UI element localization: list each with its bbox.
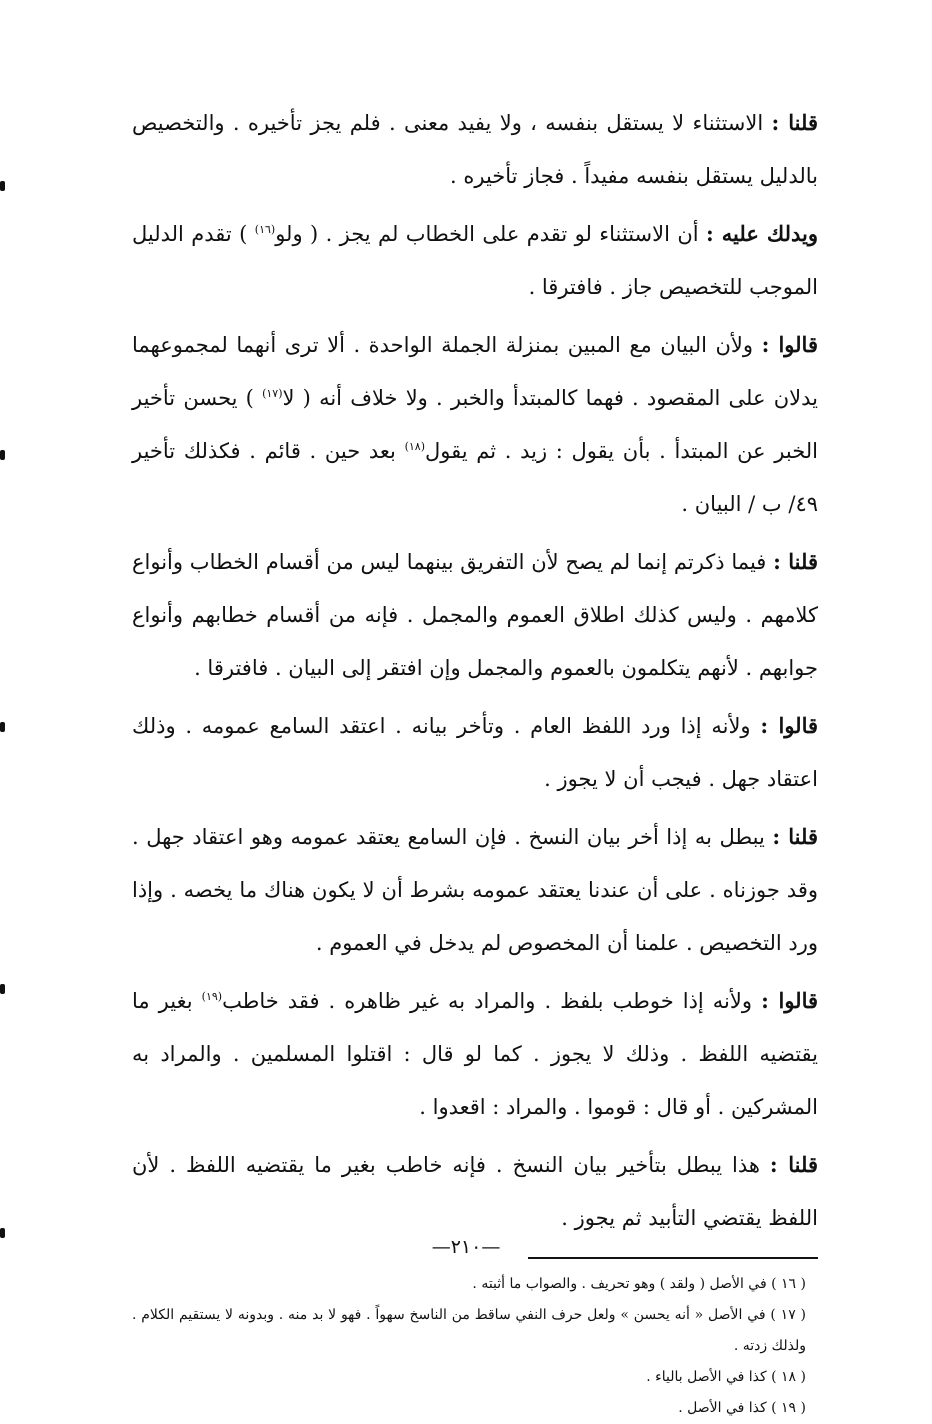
paragraph-lead: قالوا :: [761, 332, 818, 357]
footnote: ( ١٩ ) كذا في الأصل .: [678, 1400, 806, 1416]
scan-edge-mark: [0, 1228, 5, 1238]
footnote-ref: (١٧): [262, 387, 283, 400]
scan-edge-mark: [0, 181, 5, 191]
scan-edge-mark: [0, 450, 5, 460]
paragraph: [132, 699, 818, 806]
paragraph-text: يبطل به إذا أخر بيان النسخ . فإن السامع يعتقد عمومه وهو اعتقاد جهل . وقد جوزناه . على أن عندنا يعتقد عمومه بشرط أن لا يكون هناك ما يخصه . وإذا ورد التخصيص . علمنا أن المخصوص لم يدخل في العموم .: [132, 825, 818, 955]
footnote: ( ١٦ ) في الأصل ( ولقد ) وهو تحريف . والصواب ما أثبته .: [472, 1276, 806, 1292]
paragraph-lead: قالوا :: [761, 988, 819, 1013]
paragraph-lead: قلنا :: [772, 824, 818, 849]
paragraph-lead: قلنا :: [771, 110, 818, 135]
footnote-ref: (١٩): [201, 990, 223, 1003]
paragraph-lead: قالوا :: [760, 713, 819, 738]
paragraph: [132, 318, 818, 531]
footnote-ref: (١٦): [254, 223, 276, 236]
paragraph-lead: ويدلك عليه :: [706, 221, 819, 246]
paragraph-text: ولأنه إذا خوطب بلفظ . والمراد به غير ظاهره . فقد خاطب: [222, 989, 753, 1013]
paragraph-text: ) تقدم الدليل الموجب للتخصيص جاز . فافترقا .: [132, 222, 818, 299]
paragraph-text: ) يحسن تأخير الخبر عن المبتدأ . بأن يقول : زيد . ثم يقول: [132, 386, 818, 463]
paragraph-text: بغير ما يقتضيه اللفظ . وذلك لا يجوز . كما لو قال : اقتلوا المسلمين . والمراد به المشركين . أو قال : قوموا . والمراد : اقعدوا .: [132, 989, 818, 1119]
paragraph-text: ولأنه إذا ورد اللفظ العام . وتأخر بيانه . اعتقد السامع عمومه . وذلك اعتقاد جهل . فيجب أن لا يجوز .: [132, 714, 818, 791]
paragraph-text: فيما ذكرتم إنما لم يصح لأن التفريق بينهما ليس من أقسام الخطاب وأنواع كلامهم . وليس كذلك اطلاق العموم والمجمل . فإنه من أقسام خطابهم وأنواع جوابهم . لأنهم يتكلمون بالعموم والمجمل وإن افتقر إلى البيان . فافترقا .: [132, 550, 818, 680]
page-body: [132, 96, 818, 1424]
paragraph: [132, 974, 818, 1134]
paragraph: [132, 1138, 818, 1245]
paragraph-lead: قلنا :: [773, 549, 818, 574]
paragraph-text: أن الاستثناء لو تقدم على الخطاب لم يجز . ( ولو: [275, 222, 699, 246]
paragraph: [132, 96, 818, 203]
scan-edge-mark: [0, 722, 5, 732]
footnote-ref: (١٨): [404, 440, 425, 453]
paragraph-text: بعد حين . قائم . فكذلك تأخير ٤٩/ ب / البيان .: [132, 439, 818, 516]
paragraph: [132, 810, 818, 970]
page-number: —٢١٠—: [431, 1236, 501, 1258]
footnote: ( ١٨ ) كذا في الأصل بالياء .: [646, 1369, 806, 1385]
paragraph-text: ولأن البيان مع المبين بمنزلة الجملة الواحدة . ألا ترى أنهما لمجموعهما يدلان على المقصود . فهما كالمبتدأ والخبر . ولا خلاف أنه ( لا: [132, 333, 818, 410]
paragraph-text: هذا يبطل بتأخير بيان النسخ . فإنه خاطب بغير ما يقتضيه اللفظ . لأن اللفظ يقتضي التأبيد ثم يجوز .: [132, 1153, 818, 1230]
paragraph-text: الاستثناء لا يستقل بنفسه ، ولا يفيد معنى . فلم يجز تأخيره . والتخصيص بالدليل يستقل بنفسه مفيداً . فجاز تأخيره .: [132, 111, 818, 188]
paragraph: [132, 535, 818, 695]
scan-edge-mark: [0, 984, 5, 994]
footnote: ( ١٧ ) في الأصل « أنه يحسن » ولعل حرف النفي ساقط من الناسخ سهواً . فهو لا بد منه . وبدونه لا يستقيم الكلام . ولذلك زدته .: [132, 1307, 806, 1354]
paragraph-lead: قلنا :: [769, 1152, 818, 1177]
paragraph: [132, 207, 818, 314]
